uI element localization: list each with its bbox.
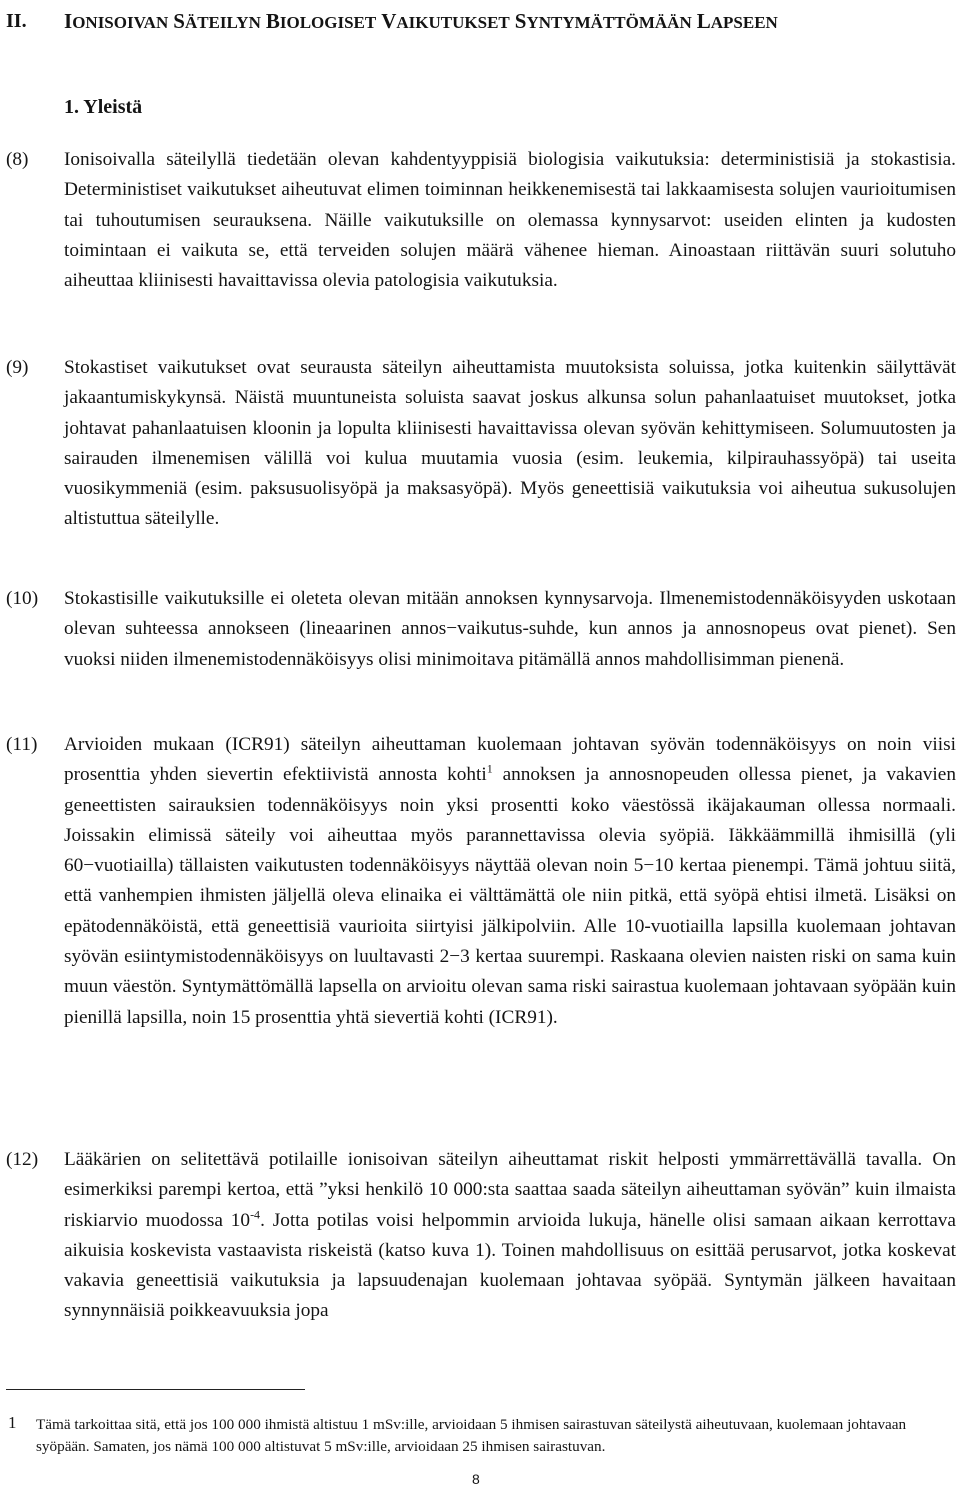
paragraph-text-part: . Jotta potilas voisi helpommin arvioida lukuja, hänelle olisi samaan aikaan kerrottava aikuisia koskevista vastaavista riskeistä (katso kuva 1). Toinen mahdollisuus on esittää perusarvot, jotka koskevat vakavia geneettisiä vaikutuksia ja lapsuudenajan kuolemaan johtavaa syöpää. Syntymän jälkeen havaitaan synnynnäisiä poikkeavuuksia jopa [64,1209,956,1322]
chapter-number: II. [6,10,27,32]
paragraph-number: (8) [6,149,29,170]
paragraph-text: Ionisoivalla säteilyllä tiedetään olevan kahdentyyppisiä biologisia vaikutuksia: deterministisiä ja stokastisia. Deterministiset vaikutukset aiheutuvat elimen toiminnan heikkenemisestä tai lakkaamisesta solujen vaurioitumisen tai tuhoutumisen seurauksena. Näille vaikutuksille on olemassa kynnysarvot: useiden elinten ja kudosten toimintaan ei vaikuta se, että terveiden solujen määrä vähenee hieman. Ainoastaan riittävän suuri solutuho aiheuttaa kliinisesti havaittavissa olevia patologisia vaikutuksia. [64,149,956,292]
paragraph-text [64,730,956,1033]
paragraph-text-part: Arvioiden mukaan (ICR91) säteilyn aiheuttaman kuolemaan johtavan syövän todennäköisyys on noin viisi prosenttia yhden sievertin efektiivistä annosta kohti [64,734,956,786]
footnote-text: Tämä tarkoittaa sitä, että jos 100 000 ihmistä altistuu 1 mSv:ille, arvioidaan 5 ihmisen sairastuvan säteilystä aiheutuvaan, kuolemaan johtavaan syöpään. Samaten, jos nämä 100 000 altistuvat 5 mSv:ille, arvioidaan 25 ihmisen sairastuvan. [36,1416,907,1455]
superscript-exponent: -4 [250,1207,261,1222]
paragraph-11 [0,730,960,1033]
paragraph-number: (11) [6,734,38,755]
chapter-title: IONISOIVAN SÄTEILYN BIOLOGISET VAIKUTUKSET SYNTYMÄTTÖMÄÄN LAPSEEN [64,9,778,33]
footnote-reference: 1 [486,761,493,776]
paragraph-text [64,1145,956,1327]
paragraph-number: (10) [6,588,39,609]
chapter-heading [6,2,946,42]
page-number: 8 [472,1471,480,1487]
paragraph-text: Stokastisille vaikutuksille ei oleteta olevan mitään annoksen kynnysarvoja. Ilmenemistodennäköisyyden uskotaan olevan suhteessa annokseen (lineaarinen annos−vaikutus-suhde, kun annos ja annosnopeus ovat pienet). Sen vuoksi niiden ilmenemistodennäköisyys olisi minimoitava pitämällä annos mahdollisimman pienenä. [64,588,956,670]
paragraph-number: (12) [6,1149,39,1170]
paragraph-12 [0,1145,960,1327]
paragraph-number: (9) [6,357,29,378]
paragraph-10 [0,584,960,675]
paragraph-8 [0,145,960,296]
paragraph-text-part: annoksen ja annosnopeuden ollessa pienet, ja vakavien geneettisten sairauksien todennäköisyys noin yksi prosentti koko väestössä ikäjakauman ollessa normaali. Joissakin elimissä säteily voi aiheuttaa myös parannettavissa olevia syöpiä. Iäkkäämmillä ihmisillä (yli 60−vuotiailla) tällaisten vaikutusten todennäköisyys näyttää olevan noin 5−10 kertaa pienempi. Tämä johtuu siitä, että vanhempien ihmisten jäljellä oleva elinaika ei välttämättä ole niin pitkä, että syöpä ehtisi ilmetä. Lisäksi on epätodennäköistä, että geneettisiä vaurioita siirtyisi jälkipolviin. Alle 10-vuotiailla lapsilla kuolemaan johtavan syövän esiintymistodennäköisyys on luultavasti 2−3 kertaa suurempi. Raskaana olevien naisten riski on sama kuin muun väestön. Syntymättömällä lapsella on arvioitu olevan sama riski sairastua kuolemaan johtavaan syöpään kuin pienillä lapsilla, noin 15 prosenttia yhtä sievertiä kohti (ICR91). [64,764,956,1028]
footnote-number: 1 [8,1413,17,1432]
paragraph-9 [0,353,960,535]
footnote-separator [6,1389,305,1390]
section-heading: 1. Yleistä [64,96,143,118]
paragraph-text-part: Lääkärien on selitettävä potilaille ionisoivan säteilyn aiheuttamat riskit helposti ymmärrettävällä tavalla. On esimerkiksi parempi kertoa, että ”yksi henkilö 10 000:sta saattaa saada säteilyn aiheuttaman syövän” kuin ilmaista riskiarvio muodossa 10 [64,1149,956,1231]
paragraph-text: Stokastiset vaikutukset ovat seurausta säteilyn aiheuttamista muutoksista soluissa, jotka kuitenkin säilyttävät jakaantumiskykynsä. Näistä muuntuneista soluista saavat joskus alkunsa solun pahanlaatuiset muutokset, jotka johtavat pahanlaatuisen kloonin ja lopulta kliinisesti havaittavissa olevan syövän kehittymiseen. Solumuutosten ja sairauden ilmenemisen välillä voi kulua muutamia vuosia (esim. leukemia, kilpirauhassyöpä) tai useita vuosikymmeniä (esim. paksusuolisyöpä ja maksasyöpä). Myös geneettisiä vaikutuksia voi aiheutua sukusolujen altistuttua säteilylle. [64,357,956,530]
